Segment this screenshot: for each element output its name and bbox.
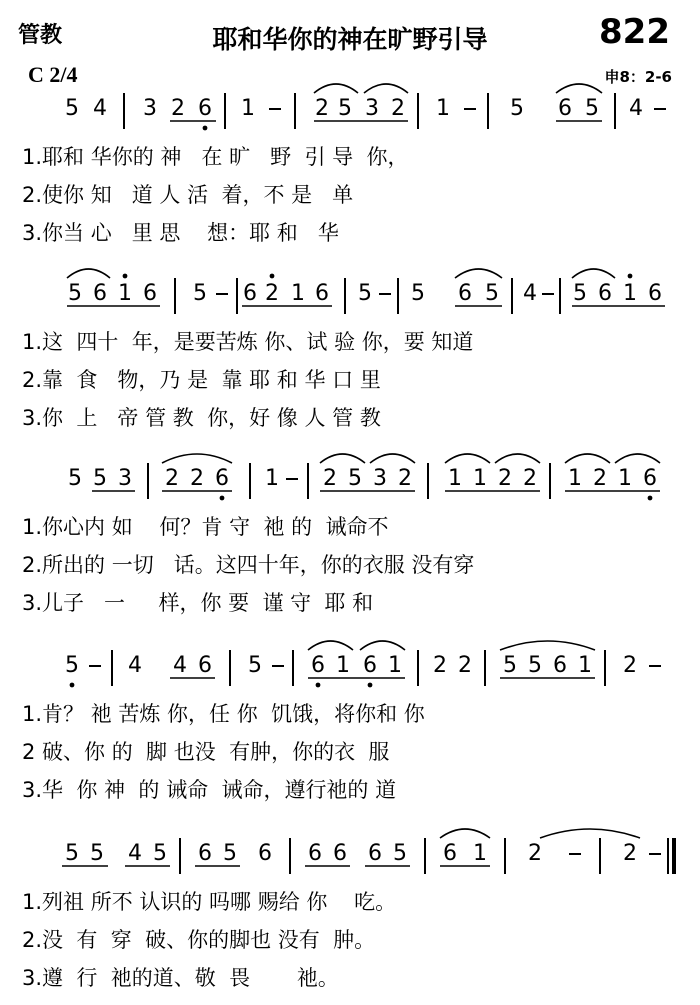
note-digit: 1 — [618, 466, 632, 491]
lyric-line: 3.你 上 帝 管 教 你，好 像 人 管 教 — [22, 406, 381, 430]
low-octave-dot — [220, 496, 225, 501]
low-octave-dot — [203, 126, 208, 131]
slur — [320, 454, 365, 463]
note-digit: 3 — [143, 96, 157, 121]
note-digit: 5 — [193, 281, 207, 306]
note-digit: 6 — [143, 281, 157, 306]
note-digit: 1 — [118, 281, 132, 306]
note-digit: 1 — [265, 466, 279, 491]
lyric-line: 1.列祖 所不 认识的 吗哪 赐给 你 吃。 — [22, 890, 397, 914]
note-digit: 2 — [498, 466, 512, 491]
note-digit: 1 — [388, 653, 402, 678]
note-digit: 6 — [368, 841, 382, 866]
note-digit: 6 — [198, 96, 212, 121]
note-digit: 2 — [315, 96, 329, 121]
note-digit: 1 — [291, 281, 305, 306]
hymn-title: 耶和华你的神在旷野引导 — [212, 25, 488, 54]
note-digit: 1 — [436, 96, 450, 121]
lyric-line: 3.你当 心 里 思 想：耶 和 华 — [22, 221, 339, 245]
note-digit: 6 — [458, 281, 472, 306]
note-digit: 2 — [433, 653, 447, 678]
slur — [495, 454, 540, 463]
note-digit: 1 — [473, 466, 487, 491]
note-digit: 6 — [315, 281, 329, 306]
slur — [364, 84, 408, 93]
slur — [540, 829, 640, 838]
low-octave-dot — [316, 683, 321, 688]
lyric-line: 3.华 你 神 的 诫命 诫命，遵行祂的 道 — [22, 778, 397, 802]
high-octave-dot — [123, 274, 128, 279]
note-digit: 5 — [65, 841, 79, 866]
slur — [314, 84, 358, 93]
note-digit: 5 — [348, 466, 362, 491]
note-digit: 6 — [363, 653, 377, 678]
note-digit: 2 — [171, 96, 185, 121]
category-label: 管教 — [18, 23, 63, 48]
note-digit: 6 — [643, 466, 657, 491]
note-digit: 5 — [153, 841, 167, 866]
note-digit: 5 — [573, 281, 587, 306]
note-digit: 5 — [503, 653, 517, 678]
note-digit: 5 — [93, 466, 107, 491]
note-digit: 2 — [523, 466, 537, 491]
lyric-line: 2 破、你 的 脚 也没 有肿，你的衣 服 — [22, 740, 390, 764]
slur — [360, 641, 405, 650]
note-digit: 5 — [68, 281, 82, 306]
note-digit: 4 — [173, 653, 187, 678]
note-digit: 6 — [258, 841, 272, 866]
note-digit: 1 — [448, 466, 462, 491]
note-digit: 2 — [391, 96, 405, 121]
note-digit: 1 — [336, 653, 350, 678]
high-octave-dot — [270, 274, 275, 279]
note-digit: 4 — [93, 96, 107, 121]
note-digit: 2 — [458, 653, 472, 678]
note-digit: 4 — [128, 653, 142, 678]
slur — [370, 454, 415, 463]
note-digit: 3 — [118, 466, 132, 491]
high-octave-dot — [628, 274, 633, 279]
note-digit: 5 — [393, 841, 407, 866]
note-digit: 5 — [358, 281, 372, 306]
note-digit: 4 — [629, 96, 643, 121]
note-digit: 5 — [90, 841, 104, 866]
note-digit: 6 — [598, 281, 612, 306]
slur — [565, 454, 610, 463]
hymn-number: 822 — [599, 12, 670, 52]
slur — [162, 454, 232, 463]
note-digit: 6 — [198, 653, 212, 678]
note-digit: 2 — [623, 841, 637, 866]
note-digit: 5 — [485, 281, 499, 306]
lyric-line: 2.所出的 一切 话。这四十年，你的衣服 没有穿 — [22, 553, 475, 577]
note-digit: 2 — [323, 466, 337, 491]
note-digit: 4 — [128, 841, 142, 866]
note-digit: 5 — [65, 653, 79, 678]
low-octave-dot — [70, 683, 75, 688]
note-digit: 1 — [241, 96, 255, 121]
note-digit: 1 — [578, 653, 592, 678]
slur — [556, 84, 602, 93]
note-digit: 2 — [528, 841, 542, 866]
note-digit: 2 — [398, 466, 412, 491]
lyric-line: 1.耶和 华你的 神 在 旷 野 引 导 你， — [22, 145, 409, 169]
slur — [615, 454, 660, 463]
lyric-line: 2.使你 知 道 人 活 着，不 是 单 — [22, 183, 354, 207]
note-digit: 2 — [623, 653, 637, 678]
slur — [445, 454, 490, 463]
note-digit: 6 — [553, 653, 567, 678]
note-digit: 6 — [558, 96, 572, 121]
note-digit: 2 — [190, 466, 204, 491]
lyric-line: 2.靠 食 物，乃 是 靠 耶 和 华 口 里 — [22, 368, 381, 392]
note-digit: 6 — [243, 281, 257, 306]
lyric-line: 3.遵 行 祂的道、敬 畏 祂。 — [22, 966, 339, 990]
note-digit: 5 — [65, 96, 79, 121]
scripture-reference: 申8：2-6 — [604, 68, 672, 86]
note-digit: 5 — [68, 466, 82, 491]
note-digit: 5 — [528, 653, 542, 678]
note-digit: 5 — [223, 841, 237, 866]
lyric-line: 2.没 有 穿 破、你的脚也 没有 肿。 — [22, 928, 376, 952]
note-digit: 5 — [248, 653, 262, 678]
note-digit: 3 — [373, 466, 387, 491]
note-digit: 5 — [510, 96, 524, 121]
note-digit: 4 — [523, 281, 537, 306]
note-digit: 6 — [648, 281, 662, 306]
note-digit: 6 — [308, 841, 322, 866]
slur — [308, 641, 353, 650]
note-digit: 3 — [365, 96, 379, 121]
note-digit: 2 — [165, 466, 179, 491]
low-octave-dot — [648, 496, 653, 501]
lyric-line: 1.肯？ 祂 苦炼 你，任 你 饥饿，将你和 你 — [22, 702, 425, 726]
slur — [455, 269, 502, 278]
note-digit: 2 — [265, 281, 279, 306]
note-digit: 6 — [198, 841, 212, 866]
note-digit: 2 — [593, 466, 607, 491]
low-octave-dot — [368, 683, 373, 688]
note-digit: 1 — [623, 281, 637, 306]
lyric-line: 3.儿子 一 样，你 要 谨 守 耶 和 — [22, 591, 374, 615]
note-digit: 1 — [568, 466, 582, 491]
note-digit: 5 — [411, 281, 425, 306]
note-digit: 6 — [333, 841, 347, 866]
note-digit: 6 — [311, 653, 325, 678]
note-digit: 5 — [585, 96, 599, 121]
slur — [440, 829, 490, 838]
note-digit: 1 — [473, 841, 487, 866]
key-time-signature: C 2/4 — [28, 62, 78, 87]
note-digit: 5 — [338, 96, 352, 121]
slur — [67, 269, 110, 278]
note-digit: 6 — [443, 841, 457, 866]
slur — [500, 641, 595, 650]
note-digit: 6 — [215, 466, 229, 491]
lyric-line: 1.你心内 如 何？肯 守 祂 的 诫命不 — [22, 515, 389, 539]
note-digit: 6 — [93, 281, 107, 306]
slur — [572, 269, 615, 278]
lyric-line: 1.这 四十 年，是要苦炼 你、试 验 你，要 知道 — [22, 330, 474, 354]
